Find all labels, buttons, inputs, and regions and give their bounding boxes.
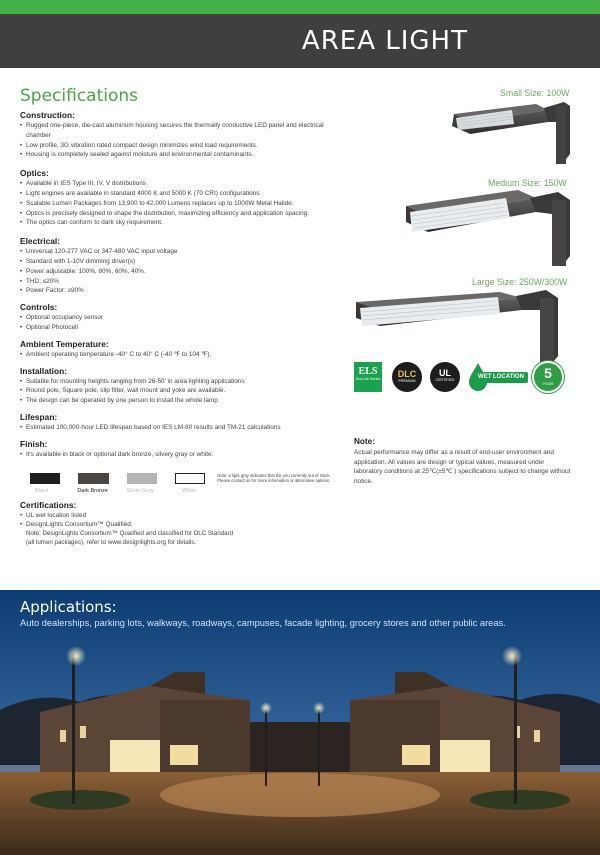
- spec-item: • THD: ≤20%: [20, 277, 340, 287]
- section-heading: Controls:: [20, 302, 58, 313]
- spec-item: • The design can be operated by one person to install the whole lamp: [20, 396, 340, 406]
- applications-text: Auto dealerships, parking lots, walkways, roadways, campuses, facade lighting, grocery stores and other public areas.: [20, 618, 506, 628]
- optics-section: [20, 168, 340, 228]
- medium-size-label: Medium Size: 150W: [488, 178, 567, 188]
- warranty-subtext: YEAR: [542, 381, 554, 386]
- specifications-list: [20, 106, 340, 547]
- swatch-silver-gray: [126, 473, 157, 495]
- spec-item: • Rugged one-piece, die-cast aluminum housing secures the thermally conductive LED panel and electrical chamber: [20, 121, 340, 141]
- spec-item: • Available in IES Type III, IV, V distributions: [20, 179, 340, 189]
- large-fixture-image: [350, 286, 578, 368]
- ul-badge-subtext: CERTIFIED: [435, 378, 455, 382]
- spec-item: • Estimated 100,000-hour LED lifespan based on IES LM-80 results and TM-21 calculations: [20, 423, 340, 433]
- section-heading: Certifications:: [20, 499, 77, 510]
- section-heading: Construction:: [20, 110, 75, 120]
- ul-badge: [430, 362, 460, 392]
- wet-location-text: WET LOCATION: [474, 372, 528, 383]
- header-bar: [0, 14, 600, 68]
- spec-item: • Power adjustable: 100%, 80%, 60%, 40%.: [20, 267, 340, 277]
- els-badge-text: ELS: [358, 366, 378, 377]
- spec-item: • Scalable Lumen Packages from 13,900 to 42,000 Lumens replaces up to 1000W Metal Halide.: [20, 199, 340, 209]
- swatch-label: Dark Bronze: [77, 488, 108, 495]
- finish-swatches: [20, 466, 340, 495]
- certification-note-line: Note: DesignLights Consortium™ Qualified and classified for DLC Standard: [26, 530, 234, 538]
- wet-location-badge: [468, 362, 522, 392]
- spec-item: • Round pole, Square pole, slip fitter, wall mount and yoke are available.: [20, 386, 340, 396]
- spec-item: • Light engines are available in standard 4000 K and 5000 K (70 CRI) configurations.: [20, 189, 340, 199]
- dlc-badge-text: DLC: [397, 369, 417, 379]
- applications-photo: [0, 590, 600, 855]
- spec-item: • Optional occupancy sensor: [20, 313, 340, 323]
- dlc-badge-subtext: PREMIUM: [398, 379, 416, 383]
- certification-badges: [354, 361, 564, 393]
- electrical-section: [20, 236, 340, 296]
- note-text: Actual performance may differ as a result of end-user environment and application. All values are design or typical values, measured under laboratory conditions at 25℃(±5℃ ) specifications subject to change without notice.: [354, 449, 571, 485]
- section-heading: Finish:: [20, 438, 48, 449]
- page-title: AREA LIGHT: [301, 26, 468, 56]
- installation-section: [20, 366, 340, 406]
- ambient-temperature-section: [20, 339, 340, 360]
- small-size-label: Small Size: 100W: [500, 88, 570, 98]
- warranty-years: 5: [544, 365, 552, 381]
- small-fixture-image: [440, 96, 576, 168]
- specifications-title: Specifications: [20, 86, 139, 106]
- finish-stock-note: Note: a light gray indicates that the you currently out of stock. Please contact us for more information or alternative options.: [217, 472, 331, 483]
- spec-item: • Housing is completely sealed against moisture and environmental contaminants.: [20, 150, 340, 160]
- controls-section: [20, 302, 340, 333]
- medium-fixture-image: [402, 186, 578, 270]
- applications-title: Applications:: [20, 598, 117, 616]
- large-size-label: Large Size: 250W/300W: [472, 277, 568, 287]
- spec-item: • Optional Photocell: [20, 323, 340, 333]
- construction-section: [20, 110, 340, 160]
- ul-badge-text: UL: [439, 368, 451, 378]
- spec-item: • Ambient operating temperature -40° C to 40° C (-40 ℉ to 104 ℉).: [20, 350, 340, 360]
- spec-item: • Power Factor: ≥90%: [20, 286, 340, 296]
- spec-item: • It's available in black or optional dark bronze, silvery gray or white.: [20, 450, 340, 460]
- warranty-badge: [532, 361, 564, 393]
- swatch-dark-bronze: [77, 473, 108, 495]
- applications-banner: [0, 590, 600, 855]
- swatch-black: [30, 473, 60, 495]
- spec-item: • Suitable for mounting heights ranging from 26-50' in area lighting applications: [20, 377, 340, 387]
- lifespan-section: [20, 412, 340, 433]
- top-accent-bar: [0, 0, 600, 14]
- spec-item: • Standard with 1-10V dimming driver(s): [20, 257, 340, 267]
- section-heading: Lifespan:: [20, 411, 58, 422]
- swatch-label: Silver Gray: [126, 488, 154, 495]
- swatch-label: Black: [35, 488, 49, 495]
- spec-item: • Low profile, 3G vibration rated compact design minimizes wind load requirements.: [20, 141, 340, 151]
- section-heading: Installation:: [20, 365, 67, 376]
- swatch-label: White: [181, 488, 196, 495]
- spec-item: • DesignLights Consortium™ Qualified.: [20, 520, 340, 530]
- dlc-badge: [392, 362, 422, 392]
- section-heading: Optics:: [20, 168, 49, 179]
- certification-note-line: (all lumen packages), refer to www.designlights.org for details.: [26, 538, 197, 546]
- els-badge: [354, 362, 382, 392]
- els-badge-subtext: Eco-Lite Series: [355, 377, 381, 381]
- performance-note: [354, 437, 574, 486]
- spec-item: • The optics can conform to dark sky requirement.: [20, 218, 340, 228]
- finish-section: [20, 438, 340, 495]
- section-heading: Electrical:: [20, 236, 61, 247]
- note-heading: Note:: [354, 437, 375, 446]
- spec-item: • Universal 120-277 VAC or 347-480 VAC input voltage: [20, 247, 340, 257]
- certifications-section: [20, 500, 340, 547]
- swatch-white: [175, 473, 205, 495]
- section-heading: Ambient Temperature:: [20, 338, 109, 349]
- spec-item: • Optics is precisely designed to shape the distribution, maximizing efficiency and application spacing.: [20, 209, 340, 219]
- spec-item: • UL wet location listed: [20, 511, 340, 521]
